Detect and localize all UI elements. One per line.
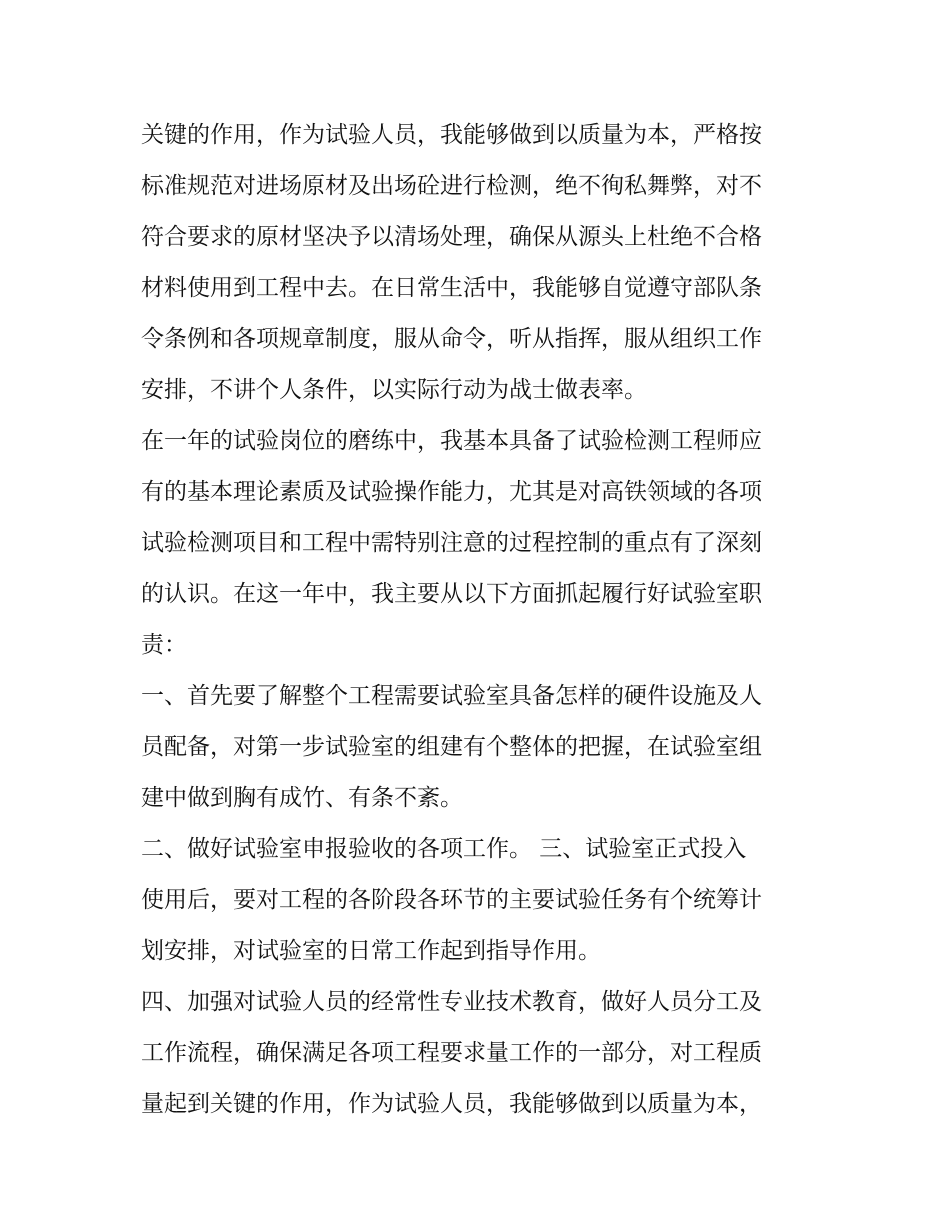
text-line: 划安排，对试验室的日常工作起到指导作用。 <box>141 938 601 964</box>
text-line: 一、首先要了解整个工程需要试验室具备怎样的硬件设施及人 <box>141 683 762 709</box>
text-line: 在一年的试验岗位的磨练中，我基本具备了试验检测工程师应 <box>141 428 762 454</box>
text-line: 建中做到胸有成竹、有条不紊。 <box>141 785 463 811</box>
text-line: 工作流程，确保满足各项工程要求量工作的一部分，对工程质 <box>141 1040 762 1066</box>
text-line: 令条例和各项规章制度，服从命令，听从指挥，服从组织工作 <box>141 326 762 352</box>
text-line: 使用后，要对工程的各阶段各环节的主要试验任务有个统筹计 <box>141 887 762 913</box>
text-line: 材料使用到工程中去。在日常生活中，我能够自觉遵守部队条 <box>141 275 762 301</box>
document-body <box>141 110 813 1130</box>
text-line: 员配备，对第一步试验室的组建有个整体的把握，在试验室组 <box>141 734 762 760</box>
text-line: 关键的作用，作为试验人员，我能够做到以质量为本，严格按 <box>141 122 762 148</box>
text-line: 的认识。在这一年中，我主要从以下方面抓起履行好试验室职 <box>141 581 762 607</box>
text-line: 量起到关键的作用，作为试验人员，我能够做到以质量为本， <box>141 1091 762 1117</box>
text-line: 责： <box>141 632 187 658</box>
text-line: 试验检测项目和工程中需特别注意的过程控制的重点有了深刻 <box>141 530 762 556</box>
text-line: 符合要求的原材坚决予以清场处理，确保从源头上杜绝不合格 <box>141 224 762 250</box>
text-line: 四、加强对试验人员的经常性专业技术教育，做好人员分工及 <box>141 989 762 1015</box>
text-line: 标准规范对进场原材及出场砼进行检测，绝不徇私舞弊，对不 <box>141 173 762 199</box>
text-line: 安排，不讲个人条件，以实际行动为战士做表率。 <box>141 377 647 403</box>
text-line: 有的基本理论素质及试验操作能力，尤其是对高铁领域的各项 <box>141 479 762 505</box>
text-line: 二、做好试验室申报验收的各项工作。 三、试验室正式投入 <box>141 836 747 862</box>
